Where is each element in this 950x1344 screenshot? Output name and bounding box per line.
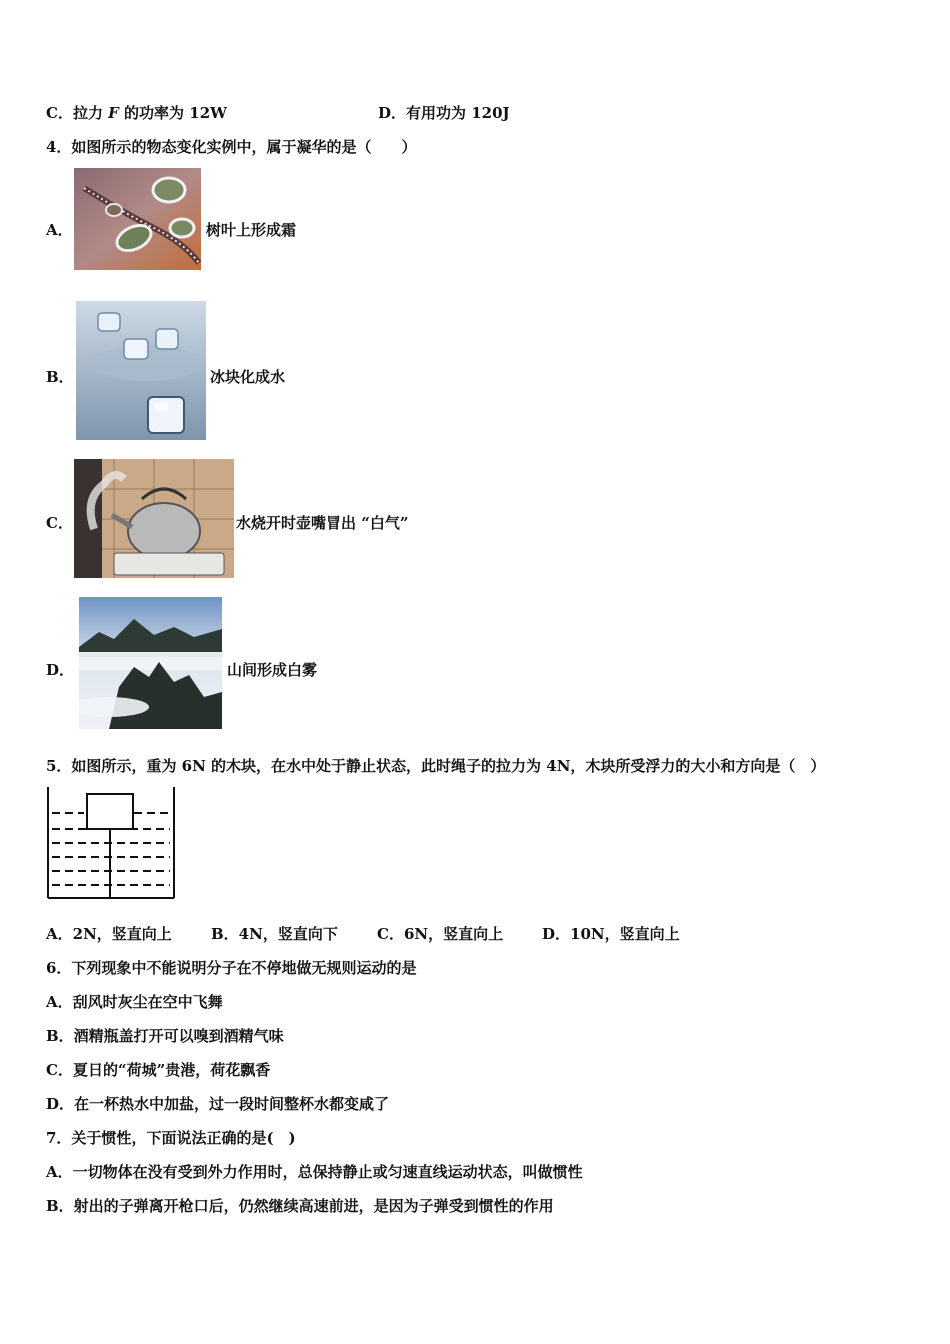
q4-option-b-text: 冰块化成水 [210,368,286,386]
q5-option-c: C．6N，竖直向上 [377,925,504,943]
q7-option-a: A．一切物体在没有受到外力作用时，总保持静止或匀速直线运动状态，叫做惯性 [46,1163,583,1181]
q5-stem: 5．如图所示，重为 6N 的木块，在水中处于静止状态，此时绳子的拉力为 4N，木块所受浮力的大小和方向是（ ） [46,757,826,775]
q6-option-c: C．夏日的“荷城”贵港，荷花飘香 [46,1061,271,1079]
frost-leaf-photo-icon [74,168,201,270]
q3-option-c-prefix: C．拉力 [46,104,109,122]
mountain-fog-photo-icon [79,597,222,729]
block-in-water-diagram [44,785,178,901]
q3-option-c-suffix: 的功率为 12W [118,104,227,122]
q3-option-d: D．有用功为 120J [378,104,510,122]
q4-stem: 4．如图所示的物态变化实例中，属于凝华的是（ ） [46,138,417,156]
q4-option-c-text: 水烧开时壶嘴冒出 “白气” [236,514,409,532]
q4-option-d-label: D． [46,661,75,679]
q5-option-b: B．4N，竖直向下 [211,925,338,943]
q3-option-c [46,102,227,123]
q4-option-b-label: B． [46,368,74,386]
q4-option-c-label: C． [46,514,73,532]
q6-option-a: A．刮风时灰尘在空中飞舞 [46,993,223,1011]
melting-ice-photo-icon [76,301,206,440]
q7-stem: 7．关于惯性，下面说法正确的是( ) [46,1129,296,1147]
q4-option-d-text: 山间形成白雾 [227,661,318,679]
q5-option-a: A．2N，竖直向上 [46,925,172,943]
q6-stem: 6．下列现象中不能说明分子在不停地做无规则运动的是 [46,959,417,977]
boiling-kettle-photo-icon [74,459,234,578]
q6-option-d: D．在一杯热水中加盐，过一段时间整杯水都变咸了 [46,1095,390,1113]
q5-option-d: D．10N，竖直向上 [542,925,680,943]
q4-option-a-text: 树叶上形成霜 [206,221,297,239]
q7-option-b: B．射出的子弹离开枪口后，仍然继续高速前进，是因为子弹受到惯性的作用 [46,1197,554,1215]
q3-option-c-var: F [108,104,119,122]
q4-option-a-label: A． [46,221,73,239]
q6-option-b: B．酒精瓶盖打开可以嗅到酒精气味 [46,1027,284,1045]
